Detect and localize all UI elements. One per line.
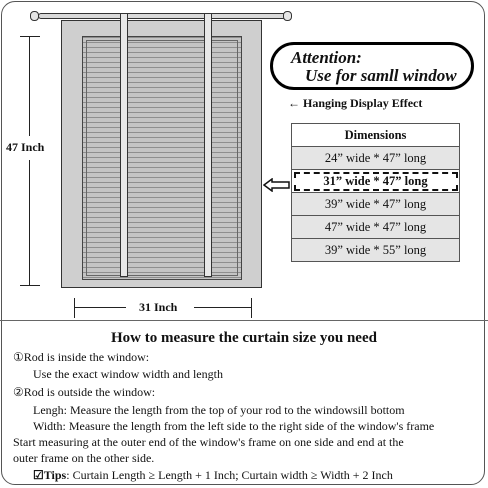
window-blinds <box>82 36 242 280</box>
tips-text: : Curtain Length ≥ Length + 1 Inch; Curtain width ≥ Width + 2 Inch <box>66 468 393 482</box>
dimension-option: 47” wide * 47” long <box>292 216 460 239</box>
dimension-option-selected: 31” wide * 47” long <box>292 170 460 193</box>
width-tick-right <box>251 298 252 318</box>
rod-finial-right <box>283 11 292 21</box>
tab-strap-left <box>120 13 128 277</box>
width-line-left <box>74 307 126 308</box>
dimension-option: 24” wide * 47” long <box>292 147 460 170</box>
length-instruction: Lengh: Measure the length from the top of your rod to the windowsill bottom <box>33 403 405 417</box>
width-label: 31 Inch <box>139 300 178 314</box>
attention-title: Attention: <box>291 48 362 67</box>
width-line-right <box>194 307 251 308</box>
rod-inside-detail: Use the exact window width and length <box>33 367 223 381</box>
dimension-option: 39” wide * 55” long <box>292 239 460 262</box>
height-tick-top <box>20 36 40 37</box>
start-instruction-2: outer frame on the other side. <box>13 451 155 465</box>
tips-line <box>33 468 393 483</box>
attention-message: Use for samll window <box>305 66 457 85</box>
attention-badge <box>270 42 474 90</box>
rod-inside-title: ①Rod is inside the window: <box>13 350 150 364</box>
hanging-display-note: ← Hanging Display Effect <box>288 96 423 110</box>
curtain-rod <box>38 13 286 19</box>
width-instruction: Width: Measure the length from the left side to the right side of the window's frame <box>33 419 435 433</box>
section-divider <box>0 320 488 321</box>
width-tick-left <box>74 298 75 318</box>
rod-finial-left <box>30 11 39 21</box>
dimensions-header: Dimensions <box>292 124 460 147</box>
start-instruction-1: Start measuring at the outer end of the window's frame on one side and end at the <box>13 435 404 449</box>
dimension-option: 39” wide * 47” long <box>292 193 460 216</box>
height-tick-bottom <box>20 285 40 286</box>
dimensions-table <box>291 123 460 262</box>
tab-strap-right <box>204 13 212 277</box>
height-line-bottom <box>29 160 30 285</box>
height-label: 47 Inch <box>6 140 45 154</box>
tips-label: ☑Tips <box>33 468 67 482</box>
height-line-top <box>29 36 30 136</box>
measure-heading: How to measure the curtain size you need <box>111 330 377 346</box>
rod-outside-title: ②Rod is outside the window: <box>13 385 156 399</box>
selected-arrow-icon <box>263 178 291 192</box>
